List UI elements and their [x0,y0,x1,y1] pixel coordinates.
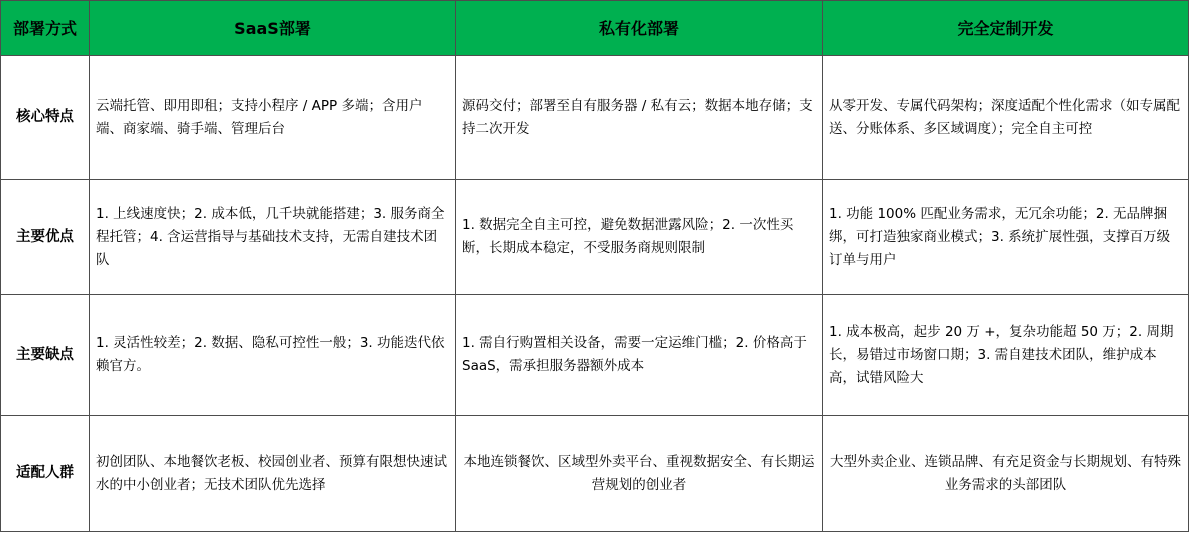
header-saas-cell: SaaS部署 [90,1,456,56]
table-cell-saas: 1. 灵活性较差；2. 数据、隐私可控性一般；3. 功能迭代依赖官方。 [90,295,456,416]
table-cell-custom: 1. 成本极高，起步 20 万 +，复杂功能超 50 万；2. 周期长，易错过市场窗口期；3. 需自建技术团队，维护成本高，试错风险大 [823,295,1189,416]
table-cell-saas: 云端托管、即用即租；支持小程序 / APP 多端；含用户端、商家端、骑手端、管理后台 [90,56,456,180]
table-row-advantages [1,180,1189,295]
table-cell-private: 本地连锁餐饮、区域型外卖平台、重视数据安全、有长期运营规划的创业者 [456,416,823,532]
table-cell-private: 源码交付；部署至自有服务器 / 私有云；数据本地存储；支持二次开发 [456,56,823,180]
header-label-cell: 部署方式 [1,1,90,56]
header-private-cell: 私有化部署 [456,1,823,56]
table-cell-saas: 1. 上线速度快；2. 成本低，几千块就能搭建；3. 服务商全程托管；4. 含运营指导与基础技术支持，无需自建技术团队 [90,180,456,295]
table-row-core-features [1,56,1189,180]
row-label: 适配人群 [1,416,90,532]
header-custom-cell: 完全定制开发 [823,1,1189,56]
row-label: 主要优点 [1,180,90,295]
table-cell-private: 1. 数据完全自主可控，避免数据泄露风险；2. 一次性买断，长期成本稳定，不受服务商规则限制 [456,180,823,295]
table-cell-custom: 从零开发、专属代码架构；深度适配个性化需求（如专属配送、分账体系、多区域调度）；完全自主可控 [823,56,1189,180]
table-cell-custom: 1. 功能 100% 匹配业务需求，无冗余功能；2. 无品牌捆绑，可打造独家商业模式；3. 系统扩展性强，支撑百万级订单与用户 [823,180,1189,295]
row-label: 核心特点 [1,56,90,180]
table-cell-private: 1. 需自行购置相关设备，需要一定运维门槛；2. 价格高于 SaaS，需承担服务器额外成本 [456,295,823,416]
row-label: 主要缺点 [1,295,90,416]
table-row-target-users [1,416,1189,532]
table-cell-custom: 大型外卖企业、连锁品牌、有充足资金与长期规划、有特殊业务需求的头部团队 [823,416,1189,532]
header-row [1,1,1189,56]
table-row-disadvantages [1,295,1189,416]
table-cell-saas: 初创团队、本地餐饮老板、校园创业者、预算有限想快速试水的中小创业者；无技术团队优先选择 [90,416,456,532]
